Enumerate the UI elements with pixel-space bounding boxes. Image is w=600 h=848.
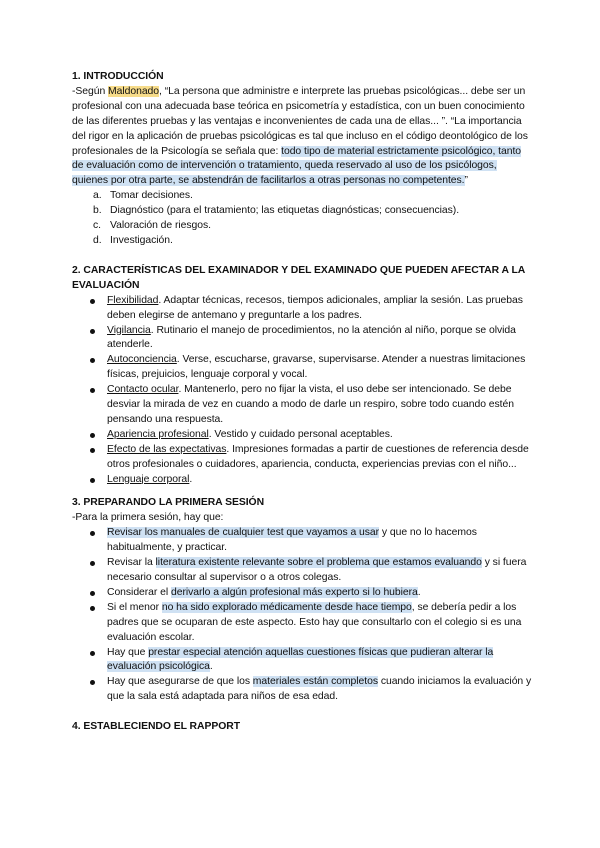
list-item-text: . Impresiones formadas a partir de cuestiones de referencia desde otros profesionales o cuidadores, apariencia, conducta, experiencias previas con el niño... — [107, 443, 529, 470]
list-item-text: , se debería pedir a los padres que se ocuparan de este aspecto. Esto hay que consultarlo con el colegio si es una evaluación escolar. — [107, 601, 522, 643]
list-item-text: Tomar decisiones. — [110, 190, 193, 202]
list-marker: d. — [93, 234, 102, 246]
section-2-title: 2. CARACTERÍSTICAS DEL EXAMINADOR Y DEL EXAMINADO QUE PUEDEN AFECTAR A LA EVALUACIÓN — [72, 264, 525, 291]
purposes-list — [72, 189, 532, 249]
list-item — [90, 675, 532, 705]
first-session-list — [72, 526, 532, 705]
list-item-text: Valoración de riesgos. — [110, 220, 211, 232]
list-marker: b. — [93, 205, 102, 217]
list-item-text: . Mantenerlo, pero no fijar la vista, el uso debe ser intencionado. Se debe desviar la mirada de vez en cuando a modo de darle un respiro, sobre todo cuando estén pensando una respuesta. — [107, 384, 514, 425]
list-item-term: Autoconciencia — [107, 354, 177, 366]
bullet-icon — [90, 448, 95, 453]
bullet-icon — [90, 680, 95, 685]
list-item — [90, 526, 532, 556]
bullet-icon — [90, 478, 95, 483]
list-item-text: . Adaptar técnicas, recesos, tiempos adicionales, ampliar la sesión. Las pruebas deben elegirse de antemano y preguntarle a los padres. — [107, 294, 523, 321]
bullet-icon — [90, 591, 95, 596]
list-marker: a. — [93, 190, 102, 202]
highlighted-text: literatura existente relevante sobre el problema que estamos evaluando — [155, 557, 482, 569]
list-item-term: Lenguaje corporal — [107, 473, 190, 485]
list-item-text: . — [209, 661, 213, 673]
bullet-icon — [90, 433, 95, 438]
highlighted-text: materiales están completos — [252, 676, 378, 688]
section-3-intro: -Para la primera sesión, hay que: — [72, 512, 224, 524]
list-marker: c. — [93, 220, 101, 232]
document-body — [72, 70, 532, 735]
list-item-term: Flexibilidad — [107, 294, 159, 306]
section-1-paragraph — [72, 85, 532, 189]
list-item-text: Si el menor — [107, 601, 162, 613]
list-item-text: y si fuera necesario consultar al supervisor o a otros colegas. — [107, 557, 527, 583]
paragraph-text: ” — [464, 175, 468, 187]
bullet-icon — [90, 329, 95, 334]
highlighted-quote: todo tipo de material estrictamente psicológico, tanto de evaluación como de intervención o tratamiento, queda reservado al uso de los psicólogos, quienes por otra parte, se abstendrán de facilitarlos a otras personas no competentes. — [72, 145, 522, 187]
list-item-text: . — [189, 473, 193, 485]
list-item-text: . Verse, escucharse, gravarse, supervisarse. Atender a nuestras limitaciones físicas, prejuicios, lenguaje corporal y vocal. — [107, 354, 526, 381]
bullet-icon — [90, 651, 95, 656]
list-item-text: . — [417, 586, 421, 598]
list-item — [93, 189, 532, 204]
bullet-icon — [90, 606, 95, 611]
bullet-icon — [90, 299, 95, 304]
section-3-title: 3. PREPARANDO LA PRIMERA SESIÓN — [72, 497, 265, 509]
list-item-text: Diagnóstico (para el tratamiento; las etiquetas diagnósticas; consecuencias). — [110, 205, 460, 217]
section-4-title: 4. ESTABLECIENDO EL RAPPORT — [72, 721, 240, 733]
bullet-icon — [90, 358, 95, 363]
list-item-text: . Rutinario el manejo de procedimientos, no la atención al niño, porque se olvida atenderle. — [107, 324, 516, 351]
list-item-text: Revisar la — [107, 557, 156, 569]
list-item — [90, 646, 532, 676]
list-item — [93, 219, 532, 234]
section-1-title: 1. INTRODUCCIÓN — [72, 71, 164, 82]
list-item — [90, 601, 532, 646]
paragraph-text: , “La persona que administre e interprete las pruebas psicológicas... debe ser un profesional con una adecuada base teórica en psicometría y estadística, con un buen conocimiento de las diferentes pruebas y las ventajas e inconvenientes de cada una de ellas... ”. “La importancia del rigor en la aplicación de pruebas psicológicas es tal que incluso en el código deontológico de los profesionales de la Psicología se señala que: — [72, 85, 528, 157]
list-item — [90, 383, 532, 428]
list-item-text: . Vestido y cuidado personal aceptables. — [208, 428, 393, 440]
list-item-text: cuando iniciamos la evaluación y que la sala está adaptada para niños de esa edad. — [107, 676, 532, 703]
list-item-text: Investigación. — [110, 234, 173, 246]
list-item-text: y que no lo hacemos habitualmente, y practicar. — [107, 527, 477, 554]
bullet-icon — [90, 561, 95, 566]
list-item-term: Contacto ocular — [107, 384, 179, 396]
highlighted-text: derivarlo a algún profesional más experto si lo hubiera — [170, 586, 418, 598]
list-item — [90, 556, 532, 586]
list-item — [90, 294, 532, 324]
list-item — [90, 443, 532, 473]
list-item — [90, 428, 532, 443]
list-item-term: Vigilancia — [107, 324, 151, 336]
list-item — [90, 324, 532, 354]
highlighted-author: Maldonado — [108, 85, 160, 97]
list-item — [93, 234, 532, 249]
list-item — [93, 204, 532, 219]
list-item-term: Apariencia profesional — [107, 428, 209, 440]
bullet-icon — [90, 531, 95, 536]
list-item — [90, 586, 532, 601]
list-item-term: Efecto de las expectativas — [107, 443, 227, 455]
highlighted-text: no ha sido explorado médicamente desde hace tiempo — [161, 601, 412, 613]
list-item-text: Hay que — [107, 646, 149, 658]
highlighted-text: Revisar los manuales de cualquier test que vayamos a usar — [107, 527, 380, 539]
list-item — [90, 473, 532, 488]
list-item-text: Hay que asegurarse de que los — [107, 676, 253, 688]
characteristics-list — [72, 294, 532, 488]
list-item — [90, 353, 532, 383]
bullet-icon — [90, 388, 95, 393]
paragraph-text: -Según — [72, 85, 109, 97]
highlighted-text: prestar especial atención aquellas cuestiones físicas que pudieran alterar la evaluación psicológica — [107, 646, 494, 673]
list-item-text: Considerar el — [107, 586, 171, 598]
